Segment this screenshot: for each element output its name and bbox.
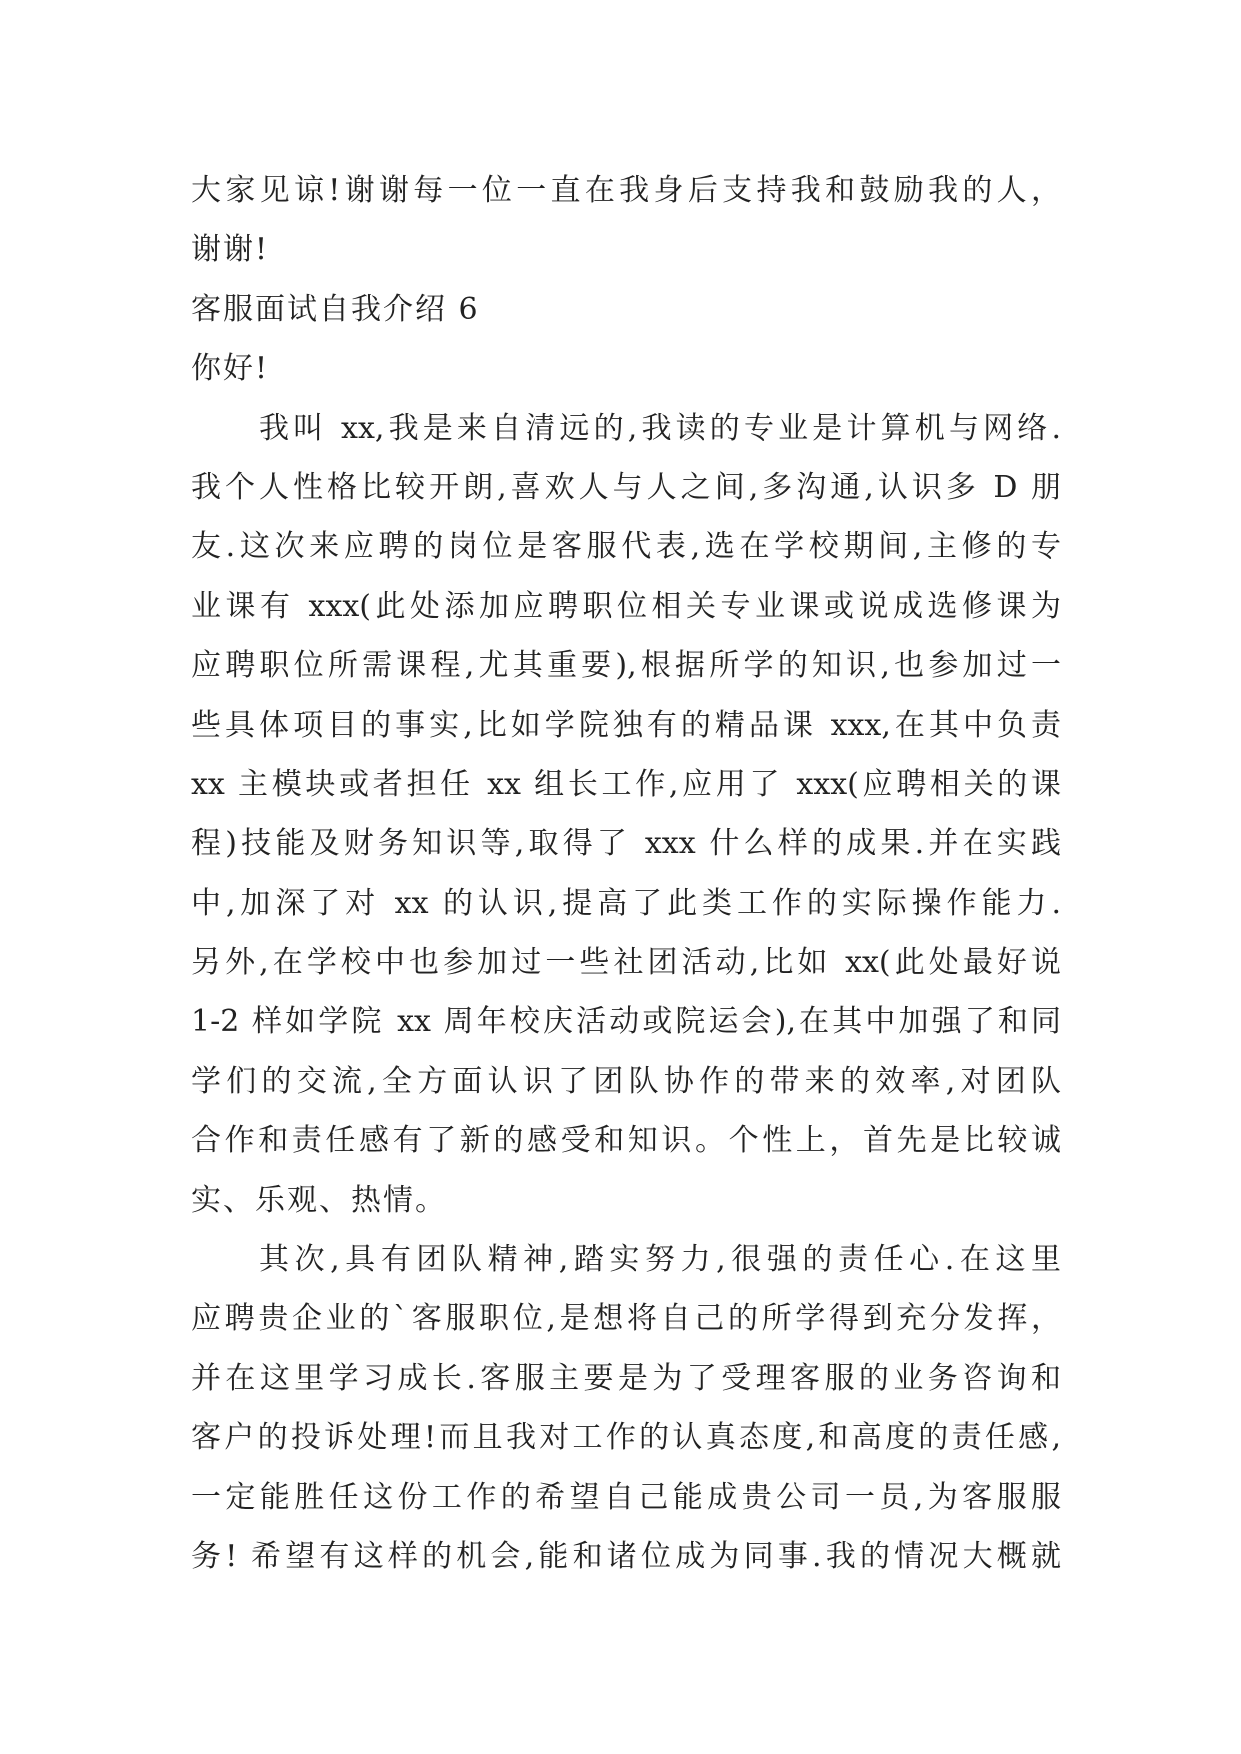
text-line: 其次,具有团队精神,踏实努力,很强的责任心.在这里 <box>259 1242 1061 1278</box>
text-line: 客户的投诉处理!而且我对工作的认真态度,和高度的责任感, <box>191 1420 1061 1456</box>
text-line: 些具体项目的事实,比如学院独有的精品课 xxx,在其中负责 <box>191 707 1061 743</box>
text-line: 我个人性格比较开朗,喜欢人与人之间,多沟通,认识多 D 朋 <box>191 469 1061 505</box>
text-line: 应聘职位所需课程,尤其重要),根据所学的知识,也参加过一 <box>191 648 1061 684</box>
document-body <box>191 161 1061 1586</box>
text-line: 1-2 样如学院 xx 周年校庆活动或院运会),在其中加强了和同 <box>191 1004 1061 1040</box>
paragraph-self-introduction <box>191 399 1061 1230</box>
greeting: 你好! <box>191 351 270 387</box>
text-line: 应聘贵企业的`客服职位,是想将自己的所学得到充分发挥， <box>191 1301 1061 1337</box>
text-line: 中,加深了对 xx 的认识,提高了此类工作的实际操作能力. <box>191 885 1061 921</box>
text-line: 合作和责任感有了新的感受和知识。个性上，首先是比较诚 <box>191 1123 1061 1159</box>
text-line: 另外,在学校中也参加过一些社团活动,比如 xx(此处最好说 <box>191 945 1061 981</box>
text-line: xx 主模块或者担任 xx 组长工作,应用了 xxx(应聘相关的课 <box>191 766 1061 802</box>
text-line: 友.这次来应聘的岗位是客服代表,选在学校期间,主修的专 <box>191 529 1061 565</box>
text-line: 并在这里学习成长.客服主要是为了受理客服的业务咨询和 <box>191 1360 1061 1396</box>
text-line: 务! 希望有这样的机会,能和诸位成为同事.我的情况大概就 <box>191 1538 1061 1574</box>
section-title: 客服面试自我介绍 6 <box>191 291 480 327</box>
text-line: 大家见谅!谢谢每一位一直在我身后支持我和鼓励我的人， <box>191 173 1061 208</box>
text-line: 谢谢! <box>191 232 270 268</box>
paragraph-strengths <box>191 1230 1061 1586</box>
text-line: 一定能胜任这份工作的希望自己能成贵公司一员,为客服服 <box>191 1479 1061 1515</box>
text-line: 学们的交流,全方面认识了团队协作的带来的效率,对团队 <box>191 1063 1061 1099</box>
text-line: 我叫 xx,我是来自清远的,我读的专业是计算机与网络. <box>259 410 1061 446</box>
text-line: 业课有 xxx(此处添加应聘职位相关专业课或说成选修课为 <box>191 588 1061 624</box>
text-line: 程)技能及财务知识等,取得了 xxx 什么样的成果.并在实践 <box>191 826 1061 862</box>
closing-paragraph <box>191 161 1061 280</box>
text-line: 实、乐观、热情。 <box>191 1182 447 1218</box>
